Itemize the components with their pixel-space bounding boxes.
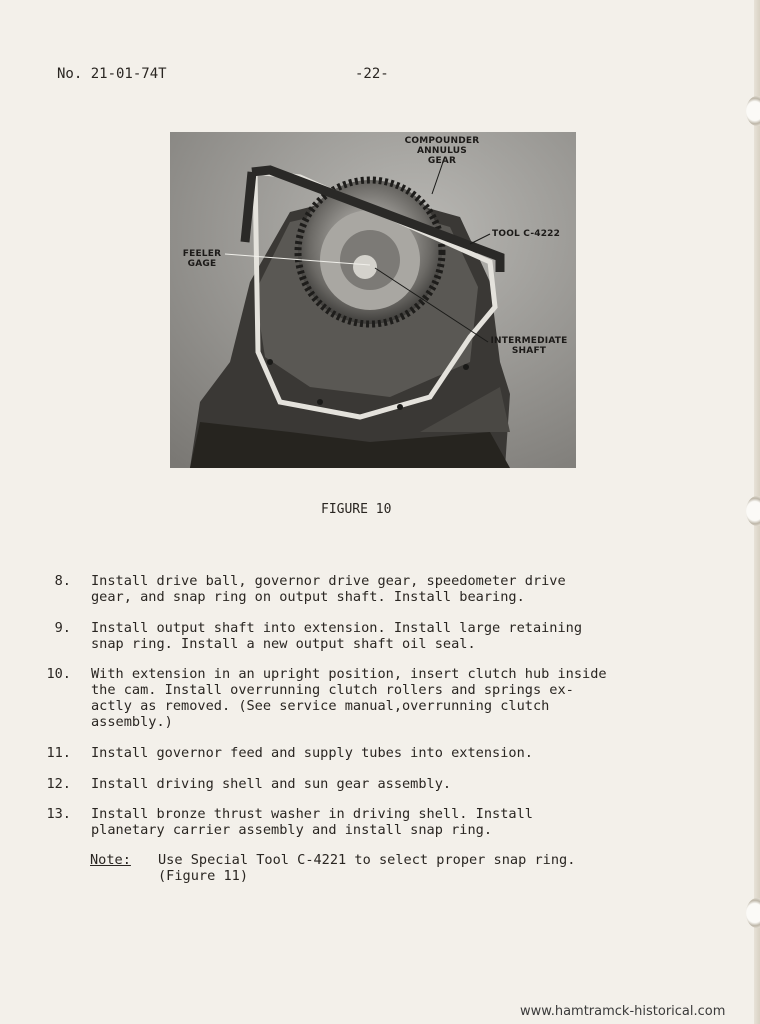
step-text: Install governor feed and supply tubes into extension.: [91, 745, 533, 761]
callout-tool-c-4222: TOOL C-4222: [492, 229, 561, 239]
note-label: Note:: [90, 852, 131, 868]
binder-hole-top: [746, 96, 760, 126]
note-text: Use Special Tool C-4221 to select proper snap ring. (Figure 11): [158, 852, 576, 884]
callout-intermediate-shaft: INTERMEDIATE SHAFT: [490, 336, 568, 356]
note: [90, 852, 576, 884]
page-number: -22-: [355, 66, 389, 82]
figure-photo: [170, 132, 576, 468]
watermark: www.hamtramck-historical.com: [520, 1004, 726, 1019]
callout-compounder-annulus-gear: COMPOUNDER ANNULUS GEAR: [404, 136, 480, 166]
step-text: Install output shaft into extension. Install large retaining snap ring. Install a new output shaft oil seal.: [91, 620, 583, 652]
transmission-photo-illustration: [170, 132, 576, 468]
figure-caption: FIGURE 10: [321, 502, 392, 517]
step-text: Install bronze thrust washer in driving shell. Install planetary carrier assembly and install snap ring.: [91, 806, 533, 838]
step-number: 9.: [54, 620, 71, 636]
binder-hole-bottom: [746, 898, 760, 928]
binder-hole-middle: [746, 496, 760, 526]
step-number: 11.: [46, 745, 71, 761]
step-number: 8.: [54, 573, 71, 589]
step-number: 12.: [46, 776, 71, 792]
document-number: No. 21-01-74T: [57, 66, 167, 82]
callout-feeler-gage: FEELER GAGE: [182, 249, 222, 269]
step-text: Install driving shell and sun gear assembly.: [91, 776, 452, 792]
step-number: 13.: [46, 806, 71, 822]
step-text: With extension in an upright position, insert clutch hub inside the cam. Install overrunning clutch rollers and springs ex- actly as removed. (See service manual,overrunning clutch assembly.): [91, 666, 607, 730]
step-number: 10.: [46, 666, 71, 682]
step-text: Install drive ball, governor drive gear, speedometer drive gear, and snap ring on output shaft. Install bearing.: [91, 573, 566, 605]
